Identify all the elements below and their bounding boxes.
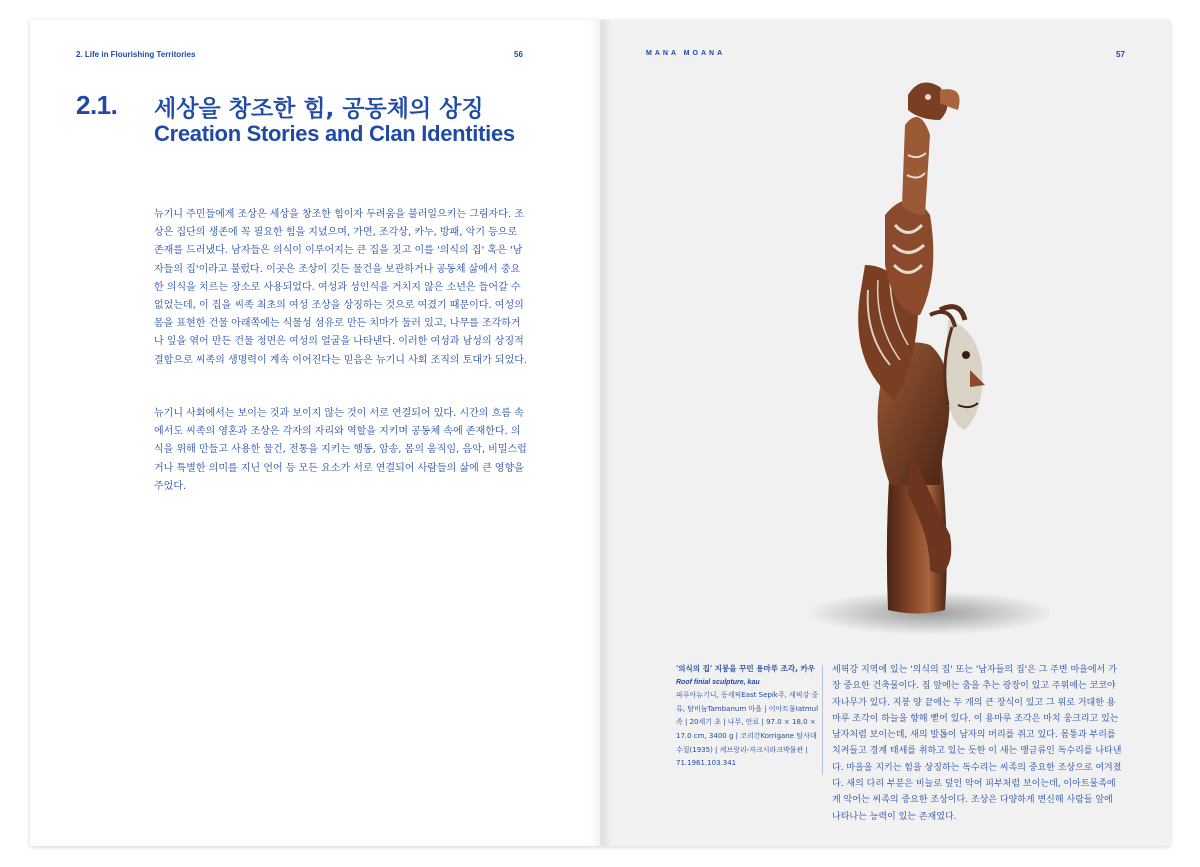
page-number-right: 57 xyxy=(1116,50,1125,59)
section-title-english: Creation Stories and Clan Identities xyxy=(154,121,515,146)
section-title-korean: 세상을 창조한 힘, 공동체의 상징 xyxy=(154,96,484,122)
caption-title-korean: '의식의 집' 지붕을 꾸민 용마루 조각, 카우 xyxy=(676,664,816,673)
roof-finial-sculpture-image xyxy=(790,65,1050,640)
section-number: 2.1. xyxy=(76,90,118,120)
body-paragraph-1: 뉴기니 주민들에게 조상은 세상을 창조한 힘이자 두려움을 불러일으키는 그림자다. 조상은 집단의 생존에 꼭 필요한 힘을 지녔으며, 가면, 조각상, 카누, 방패, 악기 등으로 존재를 드러냈다. 남자들은 의식이 이루어지는 큰 집을 짓고 이를 '의식의 집' 혹은 '남자들의 집'이라고 불렀다. 이곳은 조상이 깃든 물건을 보관하거나 공동체 삶에서 중요한 의식을 치르는 장소로 사용되었다. 여성과 성인식을 거치지 않은 소년은 들어갈 수 없었는데, 이 집을 씨족 최초의 여성 조상을 상징하는 것으로 여겼기 때문이다. 여성의 몸을 표현한 건물 아래쪽에는 식물성 섬유로 만든 치마가 둘러 있고, 나무를 조각하거나 잎을 엮어 만든 건물 정면은 여성의 얼굴을 나타낸다. 이러한 여성과 남성의 상징적 결합으로 씨족의 생명력이 계속 이어진다는 믿음은 뉴기니 사회 조직의 토대가 되었다. xyxy=(154,209,528,366)
running-head: 2. Life in Flourishing Territories xyxy=(76,50,196,59)
caption-divider xyxy=(822,665,823,775)
brand-running-head: MANA MOANA xyxy=(646,50,726,57)
figure-description: 세픽강 지역에 있는 '의식의 집' 또는 '남자들의 집'은 그 주변 마을에서 가장 중요한 건축물이다. 집 앞에는 춤을 추는 광장이 있고 주위에는 코코야자나무가 있다. 지붕 양 끝에는 두 개의 큰 장식이 있고 그 위로 거대한 용마루 조각이 하늘을 향해 뻗어 있다. 이 용마루 조각은 마치 웅크리고 있는 남자처럼 보이는데, 새의 발톱이 남자의 머리를 쥐고 있다. 몸통과 부리를 치켜들고 경계 태세를 취하고 있는 듯한 이 새는 맹금류인 독수리를 나타낸다. 마을을 지키는 힘을 상징하는 독수리는 씨족의 중요한 조상으로 여겨졌다. 새의 다리 부분은 비늘로 덮인 악어 피부처럼 보이는데, 이아트물족에게 악어는 씨족의 중요한 조상이다. 조상은 다양하게 변신해 사람들 앞에 나타나는 능력이 있는 존재였다. xyxy=(832,665,1122,822)
left-page xyxy=(30,20,600,846)
caption-title-english: Roof finial sculpture, kau xyxy=(676,678,760,686)
figure-caption xyxy=(676,662,822,771)
page-number-left: 56 xyxy=(514,50,523,59)
book-spread xyxy=(30,20,1170,846)
caption-metadata: 파푸아뉴기니, 동세픽East Sepik주, 세픽강 중류, 탐비눔Tambanum 마을 | 이아트물Iatmul족 | 20세기 초 | 나무, 안료 | 97.0 × 18.0 × 17.0 cm, 3400 g | 코리간Korrigane 탐사대 수집(1935) | 케브랑리-자크시라크박물관 | 71.1961.103.341 xyxy=(676,691,819,768)
right-page xyxy=(600,20,1170,846)
body-paragraph-2: 뉴기니 사회에서는 보이는 것과 보이지 않는 것이 서로 연결되어 있다. 시간의 흐름 속에서도 씨족의 영혼과 조상은 각자의 자리와 역할을 지키며 공동체 속에 존재한다. 의식을 위해 만들고 사용한 물건, 전통을 지키는 행동, 암송, 몸의 움직임, 음악, 비밀스럽거나 특별한 의미를 지닌 언어 등 모든 요소가 서로 연결되어 사람들의 삶에 큰 영향을 주었다. xyxy=(154,408,527,492)
